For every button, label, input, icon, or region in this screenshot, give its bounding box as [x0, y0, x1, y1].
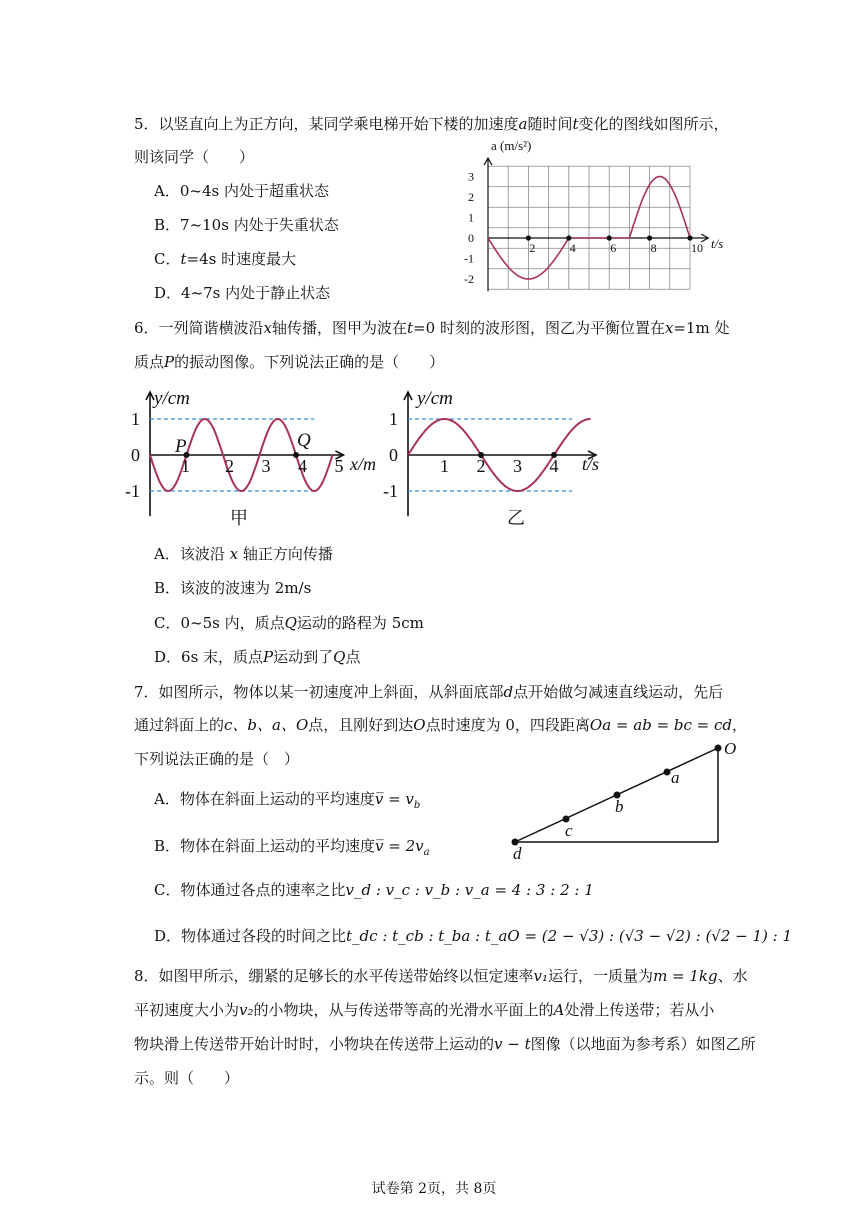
q7-stem-text-b: 点开始做匀减速直线运动，先后 — [513, 683, 724, 701]
fig6b-caption: 乙 — [507, 508, 525, 528]
q8-line3-text: 物块滑上传送带开始计时时，小物块在传送带上运动的 — [134, 1035, 495, 1053]
q6-stem-text-c: =0 时刻的波形图，图乙为平衡位置在 — [413, 319, 665, 337]
q8-line2-text-b: 的小物块，从与传送带等高的光滑水平面上的 — [253, 1001, 554, 1019]
q7-option-c-prefix: C．物体通过各点的速率之比 — [154, 881, 346, 899]
q5-var-a: a — [518, 115, 528, 133]
q7-points: c、b、a、O — [224, 716, 309, 734]
q5-option-c-prefix: C． — [154, 250, 181, 268]
q5-option-d: D．4~7s 内处于静止状态 — [154, 284, 331, 302]
fig6a-ytick-label: -1 — [125, 481, 140, 501]
fig5-xtick-label: 8 — [650, 241, 657, 255]
q6-option-a-var: x — [229, 545, 239, 563]
q5-option-b: B．7~10s 内处于失重状态 — [154, 216, 339, 234]
q8-var-m: m = 1kg — [653, 967, 718, 985]
q5-stem-text-c: 变化的图线如图所示， — [578, 115, 729, 133]
fig5-ytick-label: 0 — [468, 231, 474, 245]
q8-var-a: A — [553, 1001, 565, 1019]
q5-option-c-var: t — [180, 250, 187, 268]
q6-option-d-text: 运动到了 — [273, 648, 334, 666]
fig5-xlabel: t/s — [711, 236, 724, 251]
q6-var-t: t — [407, 319, 414, 337]
fig6a-xtick-label: 3 — [261, 456, 271, 476]
q5-option-c-text: =4s 时速度最大 — [186, 250, 297, 268]
q8-var-vt: v − t — [494, 1035, 531, 1053]
q6-option-c-text: 运动的路程为 5cm — [296, 614, 424, 632]
fig6a-xtick-label: 5 — [334, 456, 344, 476]
fig6a-ylabel-text: y/cm — [154, 388, 190, 409]
fig6a-xtick-label: 4 — [298, 456, 307, 476]
fig6a-point-q: Q — [297, 430, 311, 451]
fig6b-ytick-label: -1 — [383, 481, 398, 501]
q8-line2 — [134, 1000, 714, 1020]
q7-stem2-text-c: 点时速度为 0，四段距离 — [425, 716, 590, 734]
fig6b-xtick-label: 1 — [440, 456, 449, 476]
q8-var-v1: v₁ — [533, 967, 549, 985]
q7-option-d-eq: t_dc : t_cb : t_ba : t_aO = (2 − √3) : (√3 − √2) : (√2 − 1) : 1 — [346, 927, 793, 945]
fig6a-xtick-label: 2 — [225, 456, 234, 476]
q7-option-b-prefix: B．物体在斜面上运动的平均速度 — [154, 837, 376, 855]
fig5-ytick-label: -2 — [464, 272, 474, 286]
q7-option-b-sub: a — [423, 847, 430, 858]
q8-line3-text-b: 图像（以地面为参考系）如图乙所 — [530, 1035, 756, 1053]
fig6b-ytick-label: 0 — [389, 445, 398, 465]
q6-stem2-text-b: 的振动图像。下列说法正确的是（ ） — [174, 353, 445, 371]
q6-var-x2: x — [664, 319, 674, 337]
fig7-label-o: O — [724, 739, 737, 758]
q6-stem-text: 6．一列简谐横波沿 — [134, 319, 264, 337]
q7-option-b-eq: v̅ = 2v — [375, 837, 424, 855]
fig7-label-c: c — [565, 821, 573, 840]
q6-stem-text-b: 轴传播，图甲为波在 — [272, 319, 408, 337]
q7-option-a-sub: b — [413, 800, 421, 811]
fig5-xtick-label: 4 — [569, 241, 576, 255]
q8-line1-text-c: 、水 — [717, 967, 748, 985]
q7-option-a-eq: v̅ = v — [374, 790, 414, 808]
q6-var-p: P — [164, 353, 175, 371]
q5-option-a: A．0~4s 内处于超重状态 — [154, 182, 329, 200]
q8-var-v2: v₂ — [239, 1001, 254, 1019]
fig7-label-a: a — [671, 768, 680, 787]
q7-stem2-text-d: ， — [732, 716, 748, 734]
fig6b-xlabel: t/s — [582, 454, 600, 474]
q8-line1-text-b: 运行，一质量为 — [548, 967, 654, 985]
fig6a-ytick-label: 0 — [131, 445, 140, 465]
q6-option-a-prefix: A．该波沿 — [154, 545, 225, 563]
fig6a-xlabel: x/m — [350, 454, 376, 474]
q8-line4: 示。则（ ） — [134, 1069, 240, 1087]
q6-option-a-text: 轴正方向传播 — [242, 545, 333, 563]
fig6b-xtick-label: 2 — [476, 456, 486, 476]
fig6a-caption: 甲 — [230, 508, 248, 528]
q7-option-c-eq: v_d : v_c : v_b : v_a = 4 : 3 : 2 : 1 — [345, 881, 594, 899]
fig6b-xtick-label: 4 — [549, 456, 559, 476]
q8-line1 — [134, 966, 748, 986]
fig7-dot-a — [664, 769, 671, 776]
q6-option-d-var-q: Q — [333, 648, 346, 666]
q6-option-d-prefix: D．6s 末，质点 — [154, 648, 264, 666]
q8-line2-text-c: 处滑上传送带；若从小 — [564, 1001, 715, 1019]
q7-stem-text: 7．如图所示，物体以某一初速度冲上斜面，从斜面底部 — [134, 683, 504, 701]
page-footer: 试卷第 2页，共 8页 — [371, 1181, 497, 1197]
q7-var-o: O — [413, 716, 426, 734]
q6-option-c-var: Q — [284, 614, 297, 632]
q5-stem-text-b: 随时间 — [527, 115, 573, 133]
fig5-ytick-label: 1 — [468, 210, 474, 225]
fig5-xtick-label: 10 — [691, 241, 703, 255]
fig6b-ylabel: y/cm — [417, 388, 453, 409]
fig6b-ytick-label: 1 — [389, 409, 398, 429]
q7-option-d-prefix: D．物体通过各段的时间之比 — [154, 927, 347, 945]
fig6a-ytick-label: 1 — [131, 409, 140, 429]
q7-stem2-text: 通过斜面上的 — [134, 716, 225, 734]
fig5-ylabel: a (m/s²) — [491, 138, 532, 153]
q8-line2-text: 平初速度大小为 — [134, 1001, 240, 1019]
q6-option-d-text-b: 点 — [345, 648, 361, 666]
fig5-ytick-label: 2 — [468, 190, 474, 204]
q6-option-b: B．该波的波速为 2m/s — [154, 579, 312, 597]
q6-stem2-text: 质点 — [134, 353, 165, 371]
q6-stem-text-d: =1m 处 — [673, 319, 730, 337]
fig7-label-b: b — [615, 797, 624, 816]
fig5-xtick-label: 6 — [610, 241, 617, 255]
q7-stem2-text-b: 点，且刚好到达 — [308, 716, 414, 734]
fig6b-xtick-label: 3 — [513, 456, 522, 476]
q6-option-d-var-p: P — [263, 648, 274, 666]
q5-stem-line2: 则该同学（ ） — [134, 148, 255, 166]
q8-line1-text: 8．如图甲所示，绷紧的足够长的水平传送带始终以恒定速率 — [134, 967, 534, 985]
q5-stem-text: 5．以竖直向上为正方向，某同学乘电梯开始下楼的加速度 — [134, 115, 519, 133]
q6-var-x: x — [263, 319, 273, 337]
q6-option-c-prefix: C．0~5s 内，质点 — [154, 614, 285, 632]
fig5-xtick-label: 2 — [529, 241, 536, 255]
q7-option-a-prefix: A．物体在斜面上运动的平均速度 — [154, 790, 375, 808]
fig7-label-d: d — [513, 844, 522, 863]
q5-var-t: t — [572, 115, 579, 133]
q7-distance-eq: Oa = ab = bc = cd — [589, 716, 733, 734]
fig5-ytick-label: -1 — [464, 251, 474, 266]
fig6a-point-p: P — [175, 436, 187, 457]
fig7-dot-o — [715, 745, 722, 752]
fig5-ytick-label: 3 — [468, 169, 474, 184]
q7-var-d: d — [503, 683, 514, 701]
q7-stem-line3: 下列说法正确的是（ ） — [134, 750, 300, 768]
fig6a-xtick-label: 1 — [181, 456, 190, 476]
q8-line3 — [134, 1034, 756, 1054]
